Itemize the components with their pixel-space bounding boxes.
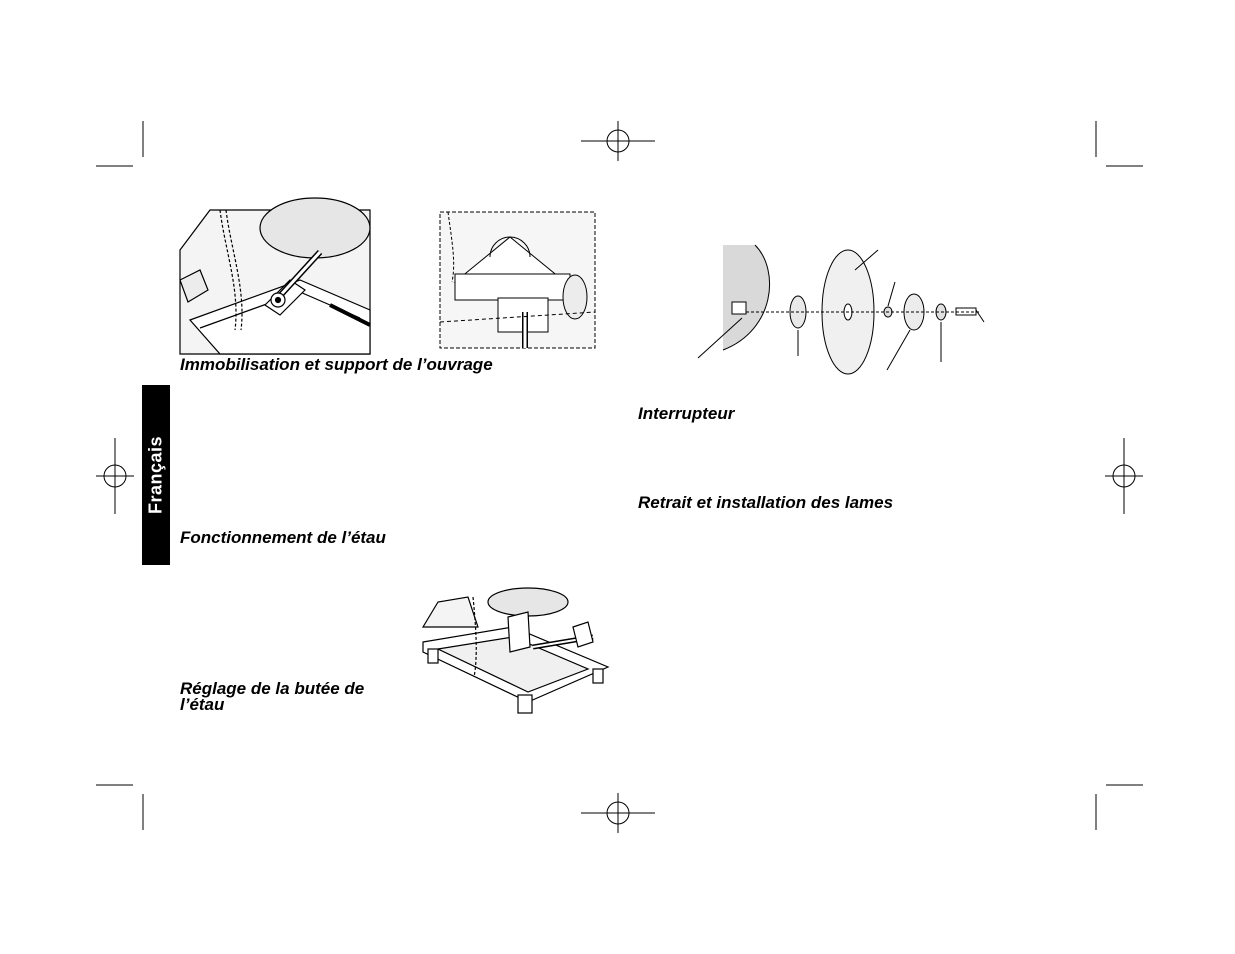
heading-vise-stop-line1: Réglage de la butée de bbox=[180, 679, 365, 698]
heading-clamping: Immobilisation et support de l’ouvrage bbox=[180, 355, 493, 374]
registration-target-top bbox=[581, 121, 655, 161]
heading-switch: Interrupteur bbox=[638, 404, 735, 423]
registration-target-bottom bbox=[581, 793, 655, 833]
heading-vise-stop-line2: l’étau bbox=[180, 695, 225, 714]
registration-target-left bbox=[96, 438, 134, 514]
vise-detail-illustration bbox=[440, 212, 595, 348]
registration-target-right bbox=[1105, 438, 1143, 514]
language-tab bbox=[142, 385, 170, 565]
heading-blade-change: Retrait et installation des lames bbox=[638, 493, 894, 512]
language-tab-label: Français bbox=[145, 435, 166, 515]
heading-vise-operation: Fonctionnement de l’étau bbox=[180, 528, 386, 547]
blade-exploded-view-diagram bbox=[690, 240, 990, 380]
saw-base-vise-illustration bbox=[418, 597, 618, 717]
saw-base-wrench-illustration bbox=[180, 210, 370, 354]
